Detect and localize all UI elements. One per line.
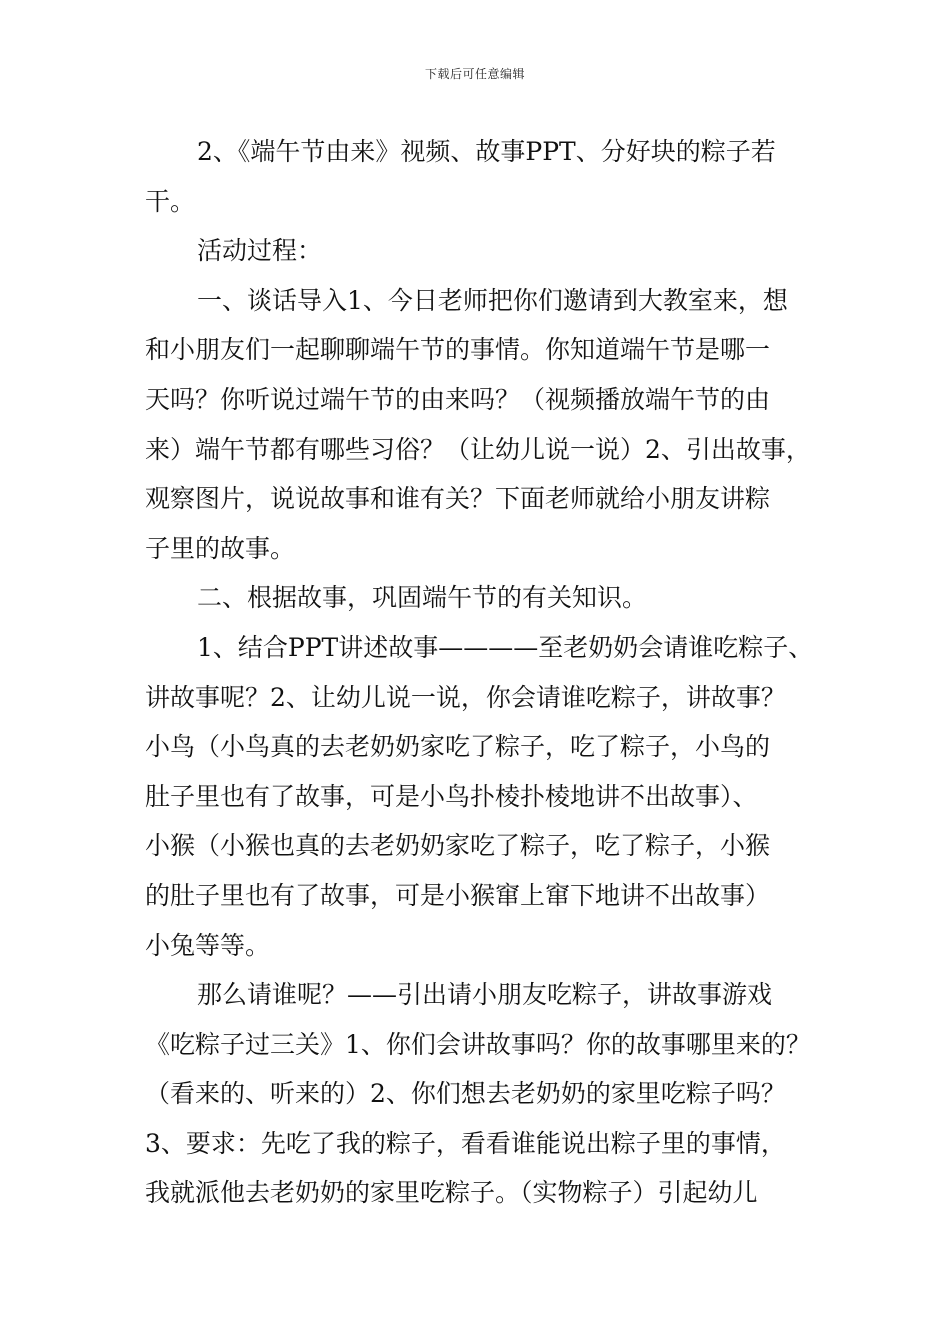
text-line: 3、要求：先吃了我的粽子，看看谁能说出粽子里的事情， <box>145 1128 786 1158</box>
text-line: 小鸟（小鸟真的去老奶奶家吃了粽子，吃了粽子，小鸟的 <box>145 732 771 762</box>
text-line: （看来的、听来的）2、你们想去老奶奶的家里吃粽子吗？ <box>145 1079 786 1109</box>
text-line: 1、结合PPT讲述故事————至老奶奶会请谁吃粽子、 <box>197 632 814 662</box>
text-line: 肚子里也有了故事，可是小鸟扑棱扑棱地讲不出故事）、 <box>145 781 758 811</box>
text-line: 来）端午节都有哪些习俗？（让幼儿说一说）2、引出故事， <box>145 434 811 464</box>
text-line: 子里的故事。 <box>145 533 296 563</box>
text-line: 讲故事呢？2、让幼儿说一说，你会请谁吃粽子，讲故事？ <box>145 682 786 712</box>
page-header: 下载后可任意编辑 <box>424 67 525 81</box>
document-body <box>145 127 835 1218</box>
text-line: 《吃粽子过三关》1、你们会讲故事吗？你的故事哪里来的？ <box>145 1029 811 1059</box>
text-line: 2、《端午节由来》视频、故事PPT、分好块的粽子若 <box>197 137 776 166</box>
section-heading: 二、根据故事，巩固端午节的有关知识。 <box>197 583 648 613</box>
text-line: 天吗？你听说过端午节的由来吗？（视频播放端午节的由 <box>145 384 771 414</box>
text-line: 干。 <box>145 186 196 216</box>
text-line: 小兔等等。 <box>145 930 271 960</box>
text-line: 那么请谁呢？——引出请小朋友吃粽子，讲故事游戏 <box>197 980 773 1010</box>
text-line: 观察图片，说说故事和谁有关？下面老师就给小朋友讲粽 <box>145 484 771 514</box>
text-line: 一、谈话导入1、今日老师把你们邀请到大教室来，想 <box>197 285 788 315</box>
text-line: 小猴（小猴也真的去老奶奶家吃了粽子，吃了粽子，小猴 <box>145 831 771 861</box>
text-line: 和小朋友们一起聊聊端午节的事情。你知道端午节是哪一 <box>145 335 771 365</box>
text-line: 的肚子里也有了故事，可是小猴窜上窜下地讲不出故事） <box>145 880 771 910</box>
section-heading: 活动过程： <box>197 236 323 266</box>
text-line: 我就派他去老奶奶的家里吃粽子。（实物粽子）引起幼儿 <box>145 1178 758 1208</box>
